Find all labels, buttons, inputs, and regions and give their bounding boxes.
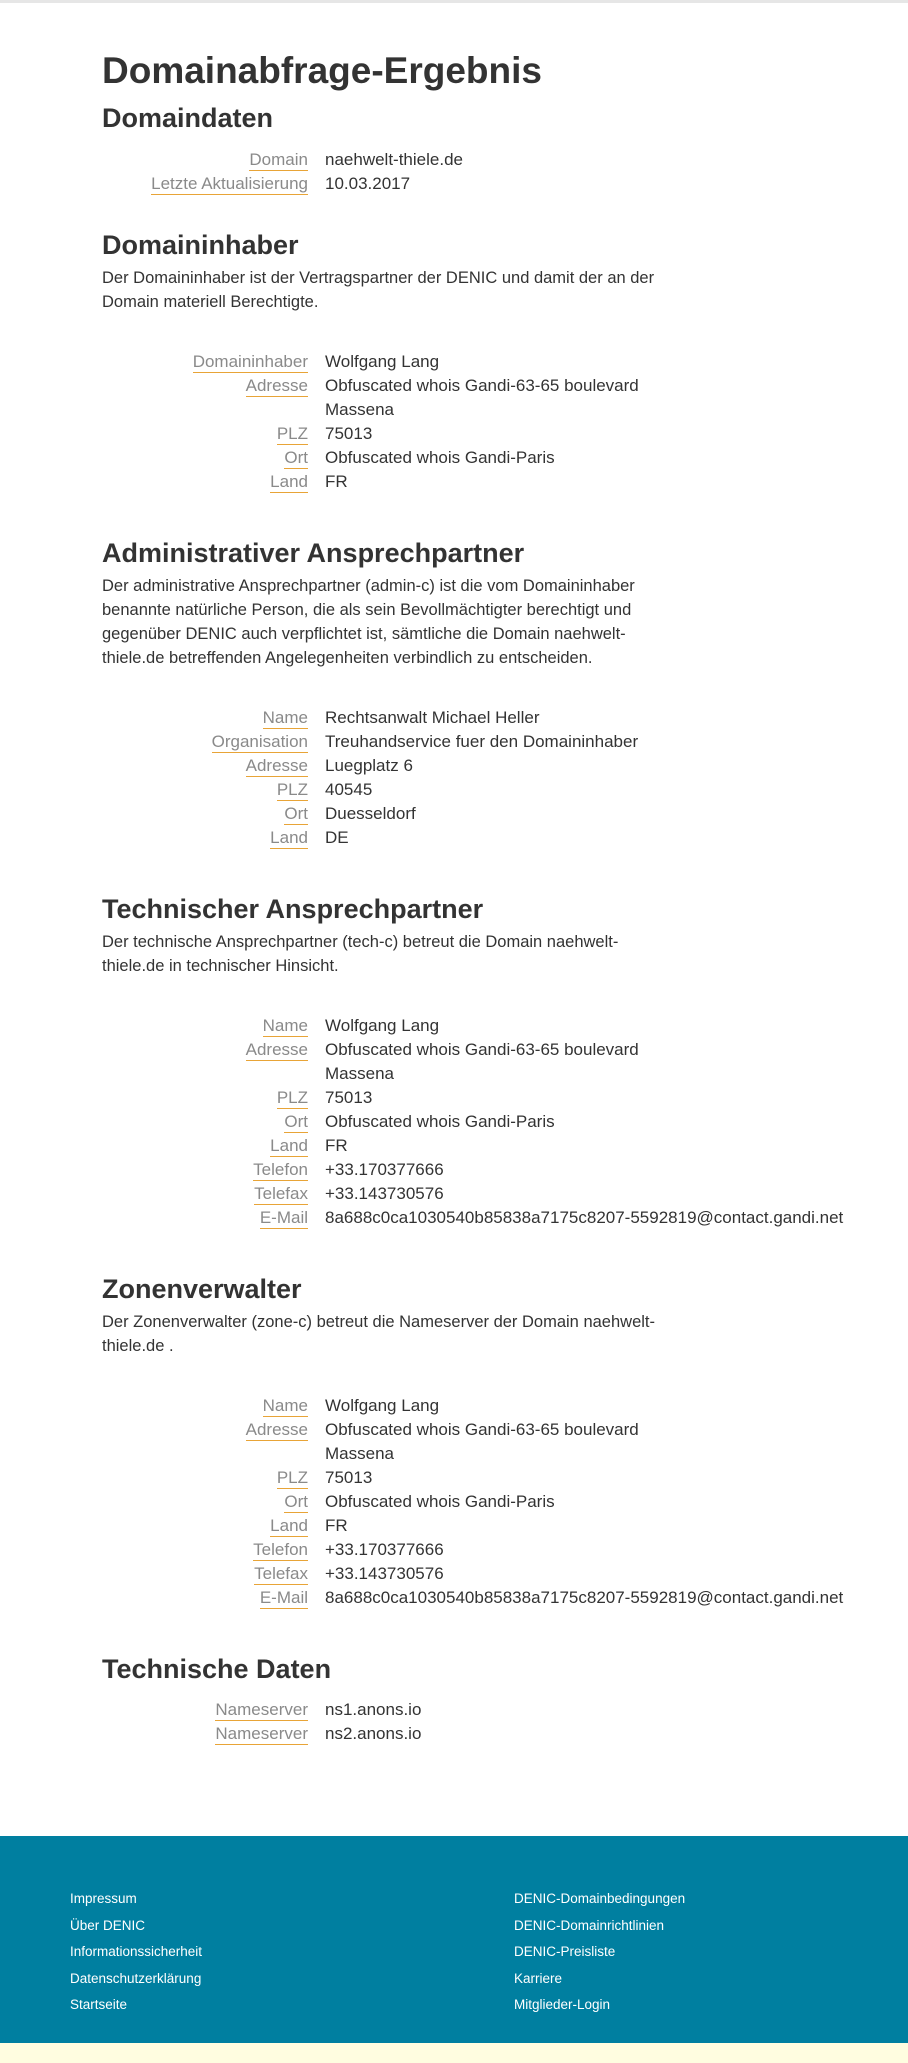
admin-table	[102, 706, 802, 850]
field-value: 8a688c0ca1030540b85838a7175c8207-5592819@contact.gandi.net	[325, 1588, 844, 1607]
field-value: Obfuscated whois Gandi-Paris	[325, 1112, 555, 1131]
field-value: ns2.anons.io	[325, 1724, 422, 1743]
field-value: Obfuscated whois Gandi-Paris	[325, 448, 555, 467]
field-label: Organisation	[211, 732, 308, 751]
field-value: Wolfgang Lang	[325, 352, 440, 371]
field-label: Letzte Aktualisierung	[151, 174, 308, 193]
data-row	[102, 706, 802, 730]
section-description: Der Domaininhaber ist der Vertragspartner der DENIC und damit der an der Domain materiell Berechtigte.	[102, 269, 655, 311]
field-label: Adresse	[245, 756, 308, 775]
tech-table	[102, 1014, 844, 1230]
footer-link-informationssicherheit[interactable]: Informationssicherheit	[70, 1944, 203, 1959]
data-row	[102, 1490, 802, 1514]
data-row	[102, 350, 802, 374]
field-label: Ort	[284, 1112, 308, 1131]
data-row	[102, 826, 802, 850]
field-label: PLZ	[276, 1088, 308, 1107]
field-value: ns1.anons.io	[325, 1700, 422, 1719]
field-value: DE	[325, 828, 349, 847]
footer-link-karriere[interactable]: Karriere	[514, 1970, 563, 1986]
field-value: Duesseldorf	[325, 804, 416, 823]
data-row	[102, 1206, 844, 1230]
data-row	[102, 1038, 802, 1086]
data-row	[102, 172, 802, 196]
footer-link-preisliste[interactable]: DENIC-Preisliste	[514, 1944, 616, 1959]
field-label: Nameserver	[215, 1700, 308, 1719]
field-value: Obfuscated whois Gandi-Paris	[325, 1492, 555, 1511]
data-row	[102, 1158, 802, 1182]
field-label: Adresse	[245, 1040, 308, 1059]
field-value: Obfuscated whois Gandi-63-65 boulevard Massena	[325, 1420, 639, 1463]
field-label: Name	[262, 708, 308, 727]
data-row	[102, 730, 802, 754]
field-value: Obfuscated whois Gandi-63-65 boulevard Massena	[325, 1040, 639, 1083]
field-label: Ort	[284, 804, 308, 823]
footer-link-impressum[interactable]: Impressum	[70, 1891, 137, 1906]
field-label: Domain	[249, 150, 308, 169]
domaindaten-table	[102, 148, 802, 196]
footer-link-mitglieder-login[interactable]: Mitglieder-Login	[514, 1997, 611, 2012]
footer-link-startseite[interactable]: Startseite	[70, 1997, 128, 2012]
data-row	[102, 1466, 802, 1490]
field-value: Obfuscated whois Gandi-63-65 boulevard Massena	[325, 376, 639, 419]
field-label: Name	[262, 1016, 308, 1035]
data-row	[102, 1110, 802, 1134]
field-value: +33.170377666	[325, 1160, 444, 1179]
data-row	[102, 1562, 802, 1586]
field-label: PLZ	[276, 1468, 308, 1487]
data-row	[102, 1586, 844, 1610]
field-value: Rechtsanwalt Michael Heller	[325, 708, 540, 727]
bottom-strip	[0, 2043, 908, 2063]
field-label: Ort	[284, 1492, 308, 1511]
data-row	[102, 1394, 802, 1418]
field-value: Wolfgang Lang	[325, 1396, 440, 1415]
section-description: Der Zonenverwalter (zone-c) betreut die Nameserver der Domain naehwelt-thiele.de .	[102, 1313, 655, 1355]
section-heading-domaindaten: Domaindaten	[102, 103, 274, 133]
section-description: Der administrative Ansprechpartner (admin-c) ist die vom Domaininhaber benannte natürliche Person, die als sein Bevollmächtigter berechtigt und gegenüber DENIC auch verpflichtet ist, sämtliche die Domain naehwelt-thiele.de betreffenden Angelegenheiten verbindlich zu entscheiden.	[102, 577, 635, 667]
footer-link-datenschutz[interactable]: Datenschutzerklärung	[70, 1970, 202, 1986]
section-heading-zone: Zonenverwalter	[102, 1274, 302, 1304]
field-value: 75013	[325, 1468, 373, 1487]
footer-link-domainbedingungen[interactable]: DENIC-Domainbedingungen	[514, 1891, 686, 1906]
data-row	[102, 778, 802, 802]
field-value: +33.143730576	[325, 1564, 444, 1583]
section-heading-admin: Administrativer Ansprechpartner	[102, 538, 525, 568]
data-row	[102, 1182, 802, 1206]
field-value: +33.170377666	[325, 1540, 444, 1559]
section-heading-domaininhaber: Domaininhaber	[102, 230, 299, 260]
field-value: FR	[325, 1516, 348, 1535]
field-label: PLZ	[276, 780, 308, 799]
field-label: Land	[270, 828, 308, 847]
field-value: 8a688c0ca1030540b85838a7175c8207-5592819@contact.gandi.net	[325, 1208, 844, 1227]
domaininhaber-table	[102, 350, 802, 494]
data-row	[102, 446, 802, 470]
data-row	[102, 802, 802, 826]
zone-table	[102, 1394, 844, 1610]
data-row	[102, 1514, 802, 1538]
footer-link-ueber-denic[interactable]: Über DENIC	[70, 1917, 146, 1933]
field-value: naehwelt-thiele.de	[325, 150, 463, 169]
field-value: 40545	[325, 780, 373, 799]
field-label: Land	[270, 1136, 308, 1155]
data-row	[102, 1014, 802, 1038]
field-label: Telefax	[254, 1184, 308, 1203]
field-label: Telefon	[253, 1160, 308, 1179]
field-label: Ort	[284, 448, 308, 467]
field-label: Telefax	[254, 1564, 308, 1583]
field-label: Adresse	[245, 376, 308, 395]
data-row	[102, 1086, 802, 1110]
data-row	[102, 1134, 802, 1158]
technische-daten-table	[102, 1698, 802, 1746]
footer-links-left	[70, 1886, 202, 2019]
section-description: Der technische Ansprechpartner (tech-c) betreut die Domain naehwelt-thiele.de in technischer Hinsicht.	[102, 933, 619, 975]
data-row	[102, 1538, 802, 1562]
section-heading-tech: Technischer Ansprechpartner	[102, 894, 484, 924]
field-value: 75013	[325, 1088, 373, 1107]
main-content	[0, 3, 844, 1746]
field-label: Nameserver	[215, 1724, 308, 1743]
page-title: Domainabfrage-Ergebnis	[102, 50, 542, 91]
field-label: PLZ	[276, 424, 308, 443]
field-label: E-Mail	[259, 1208, 308, 1227]
data-row	[102, 148, 802, 172]
field-value: +33.143730576	[325, 1184, 444, 1203]
section-heading-technische-daten: Technische Daten	[102, 1654, 332, 1684]
data-row	[102, 1722, 802, 1746]
data-row	[102, 754, 802, 778]
data-row	[102, 470, 802, 494]
field-value: 75013	[325, 424, 373, 443]
field-value: 10.03.2017	[325, 174, 411, 193]
footer-links-right	[514, 1886, 685, 2019]
field-value: FR	[325, 1136, 348, 1155]
field-label: Telefon	[253, 1540, 308, 1559]
field-value: Treuhandservice fuer den Domaininhaber	[325, 732, 639, 751]
data-row	[102, 422, 802, 446]
field-label: Domaininhaber	[192, 352, 308, 371]
data-row	[102, 1418, 802, 1466]
data-row	[102, 374, 802, 422]
field-label: Land	[270, 1516, 308, 1535]
field-value: Wolfgang Lang	[325, 1016, 440, 1035]
field-label: Name	[262, 1396, 308, 1415]
field-label: Adresse	[245, 1420, 308, 1439]
field-label: Land	[270, 472, 308, 491]
site-footer	[0, 1836, 908, 2043]
field-value: Luegplatz 6	[325, 756, 413, 775]
data-row	[102, 1698, 802, 1722]
field-value: FR	[325, 472, 348, 491]
field-label: E-Mail	[259, 1588, 308, 1607]
footer-link-domainrichtlinien[interactable]: DENIC-Domainrichtlinien	[514, 1917, 665, 1933]
